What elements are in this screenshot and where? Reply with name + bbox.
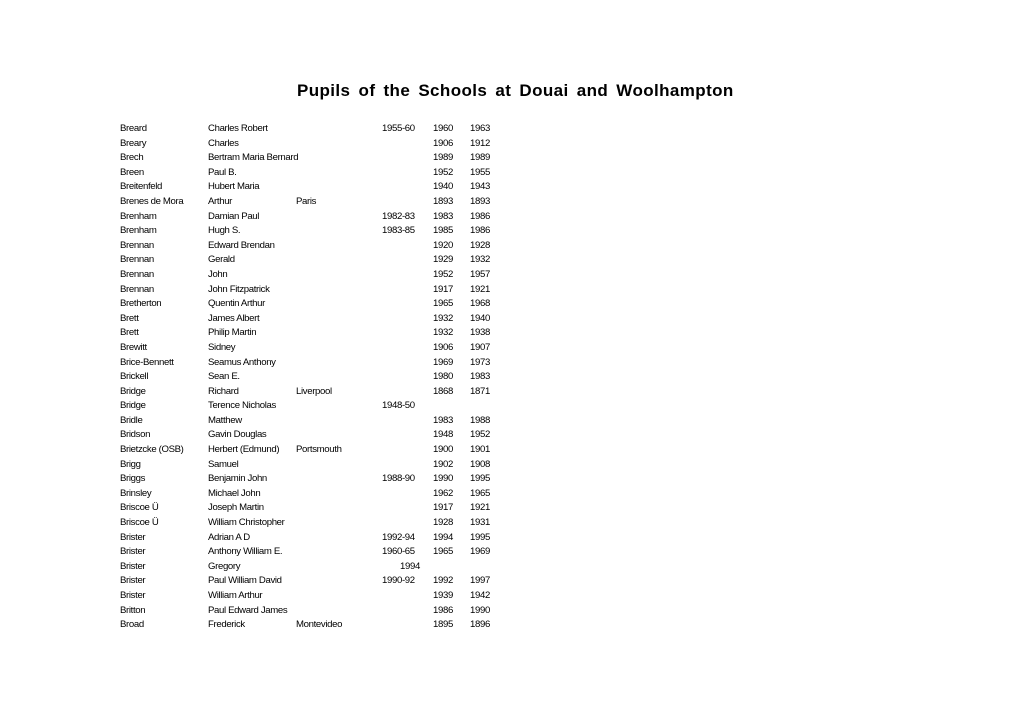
leaving-year-cell: 1995 — [470, 473, 490, 485]
entry-year-cell: 1960 — [433, 123, 453, 134]
leaving-year-cell: 1942 — [470, 590, 490, 601]
leaving-year-cell: 1963 — [470, 123, 490, 134]
entry-year-cell: 1917 — [433, 502, 453, 514]
leaving-year-cell: 1986 — [470, 210, 490, 222]
surname-cell: Bretherton — [120, 298, 162, 310]
table-row — [120, 618, 520, 633]
leaving-year-cell: 1893 — [470, 195, 490, 207]
entry-year-cell: 1952 — [433, 166, 453, 178]
forenames-cell: Anthony William E. — [208, 546, 283, 558]
leaving-year-cell: 1928 — [470, 239, 490, 251]
leaving-year-cell: 1901 — [470, 444, 490, 456]
table-row — [120, 224, 520, 239]
entry-year-cell: 1980 — [433, 371, 453, 383]
table-row — [120, 356, 520, 371]
surname-cell: Brinsley — [120, 487, 152, 499]
leaving-year-cell: 1990 — [470, 604, 490, 616]
place-cell: Portsmouth — [296, 444, 342, 456]
table-row — [120, 589, 520, 604]
entry-year-cell: 1989 — [433, 152, 453, 164]
leaving-year-cell: 1968 — [470, 298, 490, 310]
surname-cell: Briggs — [120, 473, 146, 485]
surname-cell: Brennan — [120, 283, 154, 295]
forenames-cell: Bertram Maria Bernard — [208, 152, 299, 164]
forenames-cell: Sidney — [208, 341, 236, 353]
surname-cell: Brech — [120, 152, 144, 164]
prep-years-cell: 1990-92 — [382, 575, 415, 587]
entry-year-cell: 1929 — [433, 254, 453, 266]
forenames-cell: Adrian A D — [208, 531, 250, 543]
surname-cell: Broad — [120, 619, 144, 631]
surname-cell: Brigg — [120, 458, 141, 470]
leaving-year-cell: 1896 — [470, 619, 490, 631]
table-row — [120, 137, 520, 152]
entry-year-cell: 1906 — [433, 137, 453, 149]
forenames-cell: Philip Martin — [208, 327, 257, 339]
surname-cell: Bridle — [120, 414, 143, 426]
table-row — [120, 253, 520, 268]
leaving-year-cell: 1988 — [470, 414, 490, 426]
table-row — [120, 560, 520, 575]
entry-year-cell: 1906 — [433, 341, 453, 353]
surname-cell: Brister — [120, 546, 146, 558]
entry-year-cell: 1965 — [433, 546, 453, 558]
forenames-cell: John — [208, 268, 228, 280]
table-row — [120, 210, 520, 225]
leaving-year-cell: 1921 — [470, 502, 490, 514]
forenames-cell: Terence Nicholas — [208, 400, 276, 412]
forenames-cell: Gerald — [208, 254, 235, 266]
table-row — [120, 268, 520, 283]
forenames-cell: Michael John — [208, 487, 261, 499]
surname-cell: Bridge — [120, 400, 146, 412]
table-row — [120, 516, 520, 531]
place-cell: Paris — [296, 195, 317, 207]
entry-year-cell: 1962 — [433, 487, 453, 499]
surname-cell: Brennan — [120, 254, 154, 266]
place-cell: Montevideo — [296, 619, 343, 631]
leaving-year-cell: 1943 — [470, 181, 490, 193]
entry-year-cell: 1895 — [433, 619, 453, 631]
forenames-cell: Paul William David — [208, 575, 282, 587]
forenames-cell: Frederick — [208, 619, 245, 631]
entry-year-cell: 1994 — [433, 531, 453, 543]
leaving-year-cell: 1983 — [470, 371, 490, 383]
table-row — [120, 341, 520, 356]
entry-year-cell: 1969 — [433, 356, 453, 368]
page-title: Pupils of the Schools at Douai and Woolhampton — [297, 81, 734, 100]
table-row — [120, 180, 520, 195]
entry-year-cell: 1917 — [433, 283, 453, 295]
prep-years-cell: 1982-83 — [382, 210, 415, 222]
leaving-year-cell: 1932 — [470, 254, 490, 266]
forenames-cell: Quentin Arthur — [208, 298, 265, 310]
forenames-cell: Hubert Maria — [208, 181, 260, 193]
entry-year-cell: 1983 — [433, 414, 453, 426]
leaving-year-cell: 1973 — [470, 356, 490, 368]
table-row — [120, 283, 520, 298]
entry-year-cell: 1920 — [433, 239, 453, 251]
forenames-cell: Joseph Martin — [208, 502, 264, 514]
table-row — [120, 326, 520, 341]
table-row — [120, 428, 520, 443]
entry-year-cell: 1939 — [433, 590, 453, 601]
entry-year-cell: 1986 — [433, 604, 453, 616]
surname-cell: Brister — [120, 590, 146, 601]
entry-year-cell: 1928 — [433, 517, 453, 529]
leaving-year-cell: 1986 — [470, 225, 490, 237]
entry-year-cell: 1902 — [433, 458, 453, 470]
table-row — [120, 297, 520, 312]
table-row — [120, 239, 520, 254]
forenames-cell: Paul Edward James — [208, 604, 288, 616]
leaving-year-cell: 1955 — [470, 166, 490, 178]
prep-years-cell: 1983-85 — [382, 225, 415, 237]
prep-years-cell: 1960-65 — [382, 546, 415, 558]
leaving-year-cell: 1957 — [470, 268, 490, 280]
forenames-cell: Samuel — [208, 458, 239, 470]
surname-cell: Brice-Bennett — [120, 356, 174, 368]
entry-year-cell: 1940 — [433, 181, 453, 193]
surname-cell: Breitenfeld — [120, 181, 163, 193]
table-row — [120, 487, 520, 502]
leaving-year-cell: 1952 — [470, 429, 490, 441]
entry-year-cell: 1932 — [433, 327, 453, 339]
table-row — [120, 545, 520, 560]
leaving-year-cell: 1969 — [470, 546, 490, 558]
surname-cell: Brett — [120, 312, 139, 324]
surname-cell: Breen — [120, 166, 144, 178]
table-row — [120, 501, 520, 516]
forenames-cell: Richard — [208, 385, 239, 397]
surname-cell: Briscoe Ü — [120, 517, 159, 529]
forenames-cell: William Christopher — [208, 517, 285, 529]
leaving-year-cell: 1940 — [470, 312, 490, 324]
surname-cell: Britton — [120, 604, 146, 616]
entry-year-cell: 1932 — [433, 312, 453, 324]
forenames-cell: John Fitzpatrick — [208, 283, 270, 295]
forenames-cell: Benjamin John — [208, 473, 267, 485]
leaving-year-cell: 1938 — [470, 327, 490, 339]
prep-years-cell: 1994 — [400, 560, 420, 572]
table-row — [120, 399, 520, 414]
forenames-cell: Sean E. — [208, 371, 240, 383]
surname-cell: Brenham — [120, 225, 157, 237]
forenames-cell: Damian Paul — [208, 210, 260, 222]
entry-year-cell: 1893 — [433, 195, 453, 207]
surname-cell: Brett — [120, 327, 139, 339]
surname-cell: Brietzcke (OSB) — [120, 444, 184, 456]
surname-cell: Brenes de Mora — [120, 195, 184, 207]
table-row — [120, 122, 520, 137]
leaving-year-cell: 1907 — [470, 341, 490, 353]
forenames-cell: Seamus Anthony — [208, 356, 276, 368]
entry-year-cell: 1868 — [433, 385, 453, 397]
prep-years-cell: 1992-94 — [382, 531, 415, 543]
forenames-cell: Edward Brendan — [208, 239, 275, 251]
surname-cell: Brickell — [120, 371, 149, 383]
surname-cell: Breary — [120, 137, 147, 149]
surname-cell: Brewitt — [120, 341, 147, 353]
table-row — [120, 443, 520, 458]
surname-cell: Briscoe Ü — [120, 502, 159, 514]
forenames-cell: Arthur — [208, 195, 233, 207]
forenames-cell: Herbert (Edmund) — [208, 444, 280, 456]
table-row — [120, 370, 520, 385]
leaving-year-cell: 1997 — [470, 575, 490, 587]
entry-year-cell: 1992 — [433, 575, 453, 587]
forenames-cell: William Arthur — [208, 590, 263, 601]
table-row — [120, 458, 520, 473]
surname-cell: Brennan — [120, 268, 154, 280]
surname-cell: Breard — [120, 123, 147, 134]
forenames-cell: Gregory — [208, 560, 241, 572]
leaving-year-cell: 1908 — [470, 458, 490, 470]
entry-year-cell: 1985 — [433, 225, 453, 237]
entry-year-cell: 1983 — [433, 210, 453, 222]
table-row — [120, 312, 520, 327]
table-row — [120, 166, 520, 181]
entry-year-cell: 1990 — [433, 473, 453, 485]
table-row — [120, 574, 520, 589]
entry-year-cell: 1948 — [433, 429, 453, 441]
place-cell: Liverpool — [296, 385, 332, 397]
pupil-roster — [120, 122, 520, 633]
table-row — [120, 604, 520, 619]
surname-cell: Brister — [120, 531, 146, 543]
forenames-cell: Charles — [208, 137, 239, 149]
prep-years-cell: 1948-50 — [382, 400, 415, 412]
forenames-cell: Paul B. — [208, 166, 237, 178]
surname-cell: Brister — [120, 575, 146, 587]
leaving-year-cell: 1965 — [470, 487, 490, 499]
forenames-cell: Gavin Douglas — [208, 429, 267, 441]
entry-year-cell: 1965 — [433, 298, 453, 310]
leaving-year-cell: 1912 — [470, 137, 490, 149]
table-row — [120, 531, 520, 546]
forenames-cell: James Albert — [208, 312, 260, 324]
surname-cell: Bridson — [120, 429, 151, 441]
entry-year-cell: 1952 — [433, 268, 453, 280]
leaving-year-cell: 1871 — [470, 385, 490, 397]
forenames-cell: Matthew — [208, 414, 242, 426]
table-row — [120, 472, 520, 487]
leaving-year-cell: 1931 — [470, 517, 490, 529]
surname-cell: Brister — [120, 560, 146, 572]
prep-years-cell: 1988-90 — [382, 473, 415, 485]
surname-cell: Brennan — [120, 239, 154, 251]
table-row — [120, 195, 520, 210]
surname-cell: Brenham — [120, 210, 157, 222]
table-row — [120, 385, 520, 400]
surname-cell: Bridge — [120, 385, 146, 397]
forenames-cell: Charles Robert — [208, 123, 268, 134]
prep-years-cell: 1955-60 — [382, 123, 415, 134]
leaving-year-cell: 1989 — [470, 152, 490, 164]
entry-year-cell: 1900 — [433, 444, 453, 456]
table-row — [120, 151, 520, 166]
forenames-cell: Hugh S. — [208, 225, 241, 237]
leaving-year-cell: 1995 — [470, 531, 490, 543]
table-row — [120, 414, 520, 429]
leaving-year-cell: 1921 — [470, 283, 490, 295]
